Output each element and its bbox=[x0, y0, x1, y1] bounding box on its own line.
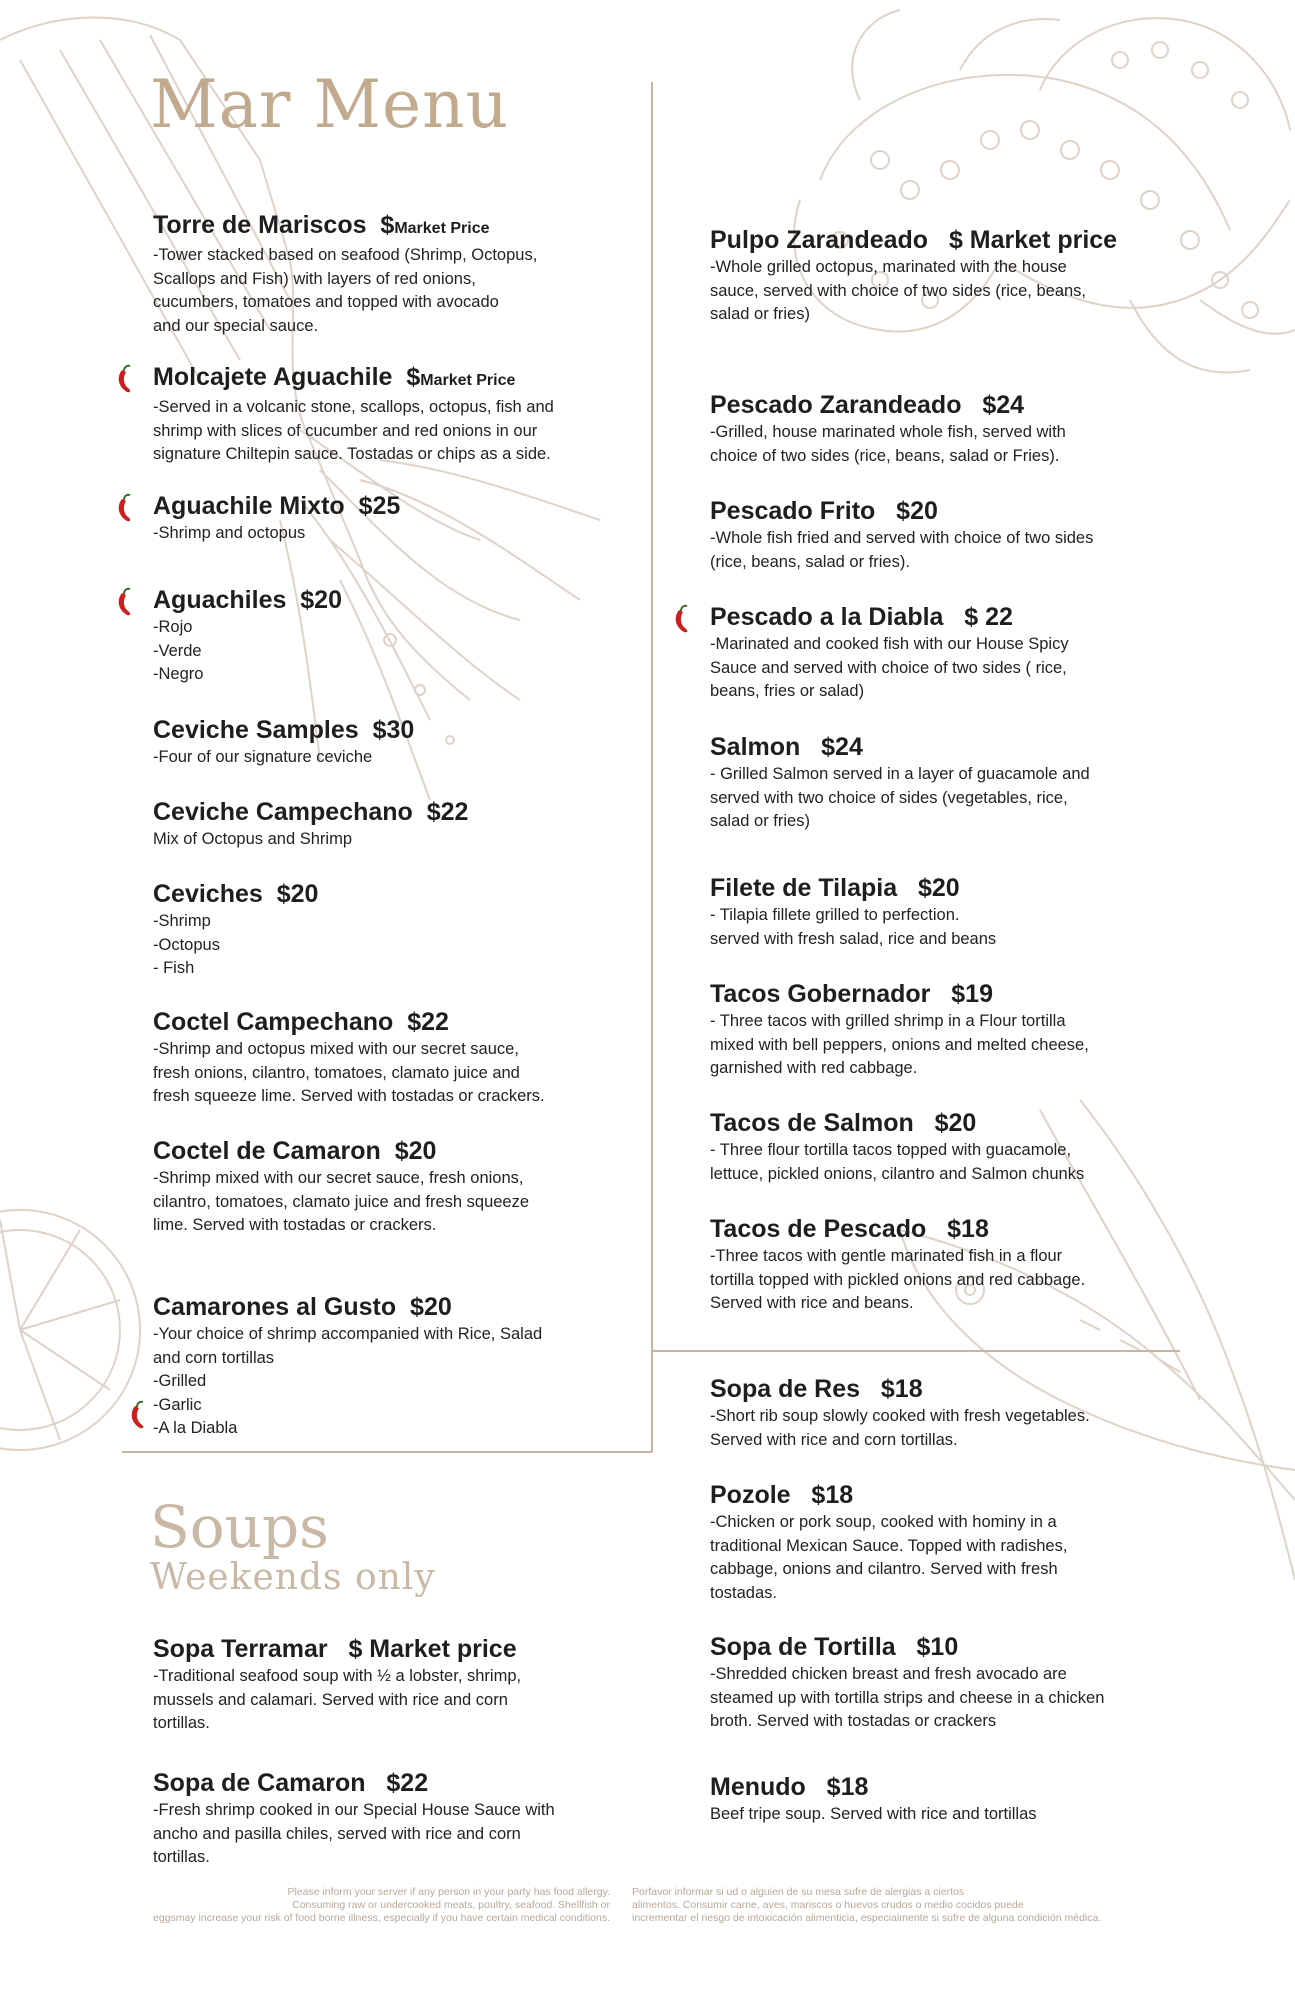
description-line: fresh squeeze lime. Served with tostadas or crackers. bbox=[153, 1087, 545, 1105]
menu-item-title bbox=[153, 797, 593, 828]
menu-item-description bbox=[710, 1803, 1170, 1827]
menu-item-description bbox=[710, 1139, 1170, 1186]
menu-item-price-note: Market Price bbox=[420, 372, 516, 389]
menu-item-description bbox=[153, 244, 593, 338]
menu-item-coctel-campechano bbox=[153, 1007, 593, 1109]
menu-item-price: $20 bbox=[410, 1293, 452, 1321]
menu-item-name: Sopa Terramar bbox=[153, 1635, 328, 1663]
menu-item-tacos-gobernador bbox=[710, 979, 1170, 1081]
description-line: -Shredded chicken breast and fresh avocado are bbox=[710, 1665, 1067, 1683]
menu-item-description bbox=[153, 396, 593, 467]
menu-item-price: $22 bbox=[386, 1769, 429, 1797]
menu-item-price-note: Market Price bbox=[394, 220, 490, 237]
menu-item-title bbox=[710, 1374, 1170, 1405]
menu-item-pozole bbox=[710, 1480, 1170, 1605]
description-line: -Shrimp mixed with our secret sauce, fresh onions, bbox=[153, 1169, 524, 1187]
menu-item-title bbox=[710, 1632, 1170, 1663]
description-line: - Grilled Salmon served in a layer of guacamole and bbox=[710, 765, 1090, 783]
menu-item-name: Pescado Zarandeado bbox=[710, 391, 962, 419]
menu-item-price: $24 bbox=[821, 733, 863, 761]
menu-item-title bbox=[153, 715, 593, 746]
menu-item-price: $ bbox=[380, 211, 395, 239]
menu-item-price: $ Market price bbox=[948, 226, 1118, 254]
menu-item-name: Sopa de Tortilla bbox=[710, 1633, 896, 1661]
description-line: -Served in a volcanic stone, scallops, octopus, fish and bbox=[153, 398, 554, 416]
menu-item-sopa-de-tortilla bbox=[710, 1632, 1170, 1734]
description-line: -Traditional seafood soup with ½ a lobster, shrimp, bbox=[153, 1667, 522, 1685]
menu-item-title bbox=[153, 1136, 593, 1167]
description-line: cilantro, tomatoes, clamato juice and fresh squeeze bbox=[153, 1192, 530, 1211]
description-line: sauce, served with choice of two sides (rice, beans, bbox=[710, 281, 1087, 300]
description-line: -Grilled bbox=[153, 1372, 207, 1390]
menu-item-price: $22 bbox=[407, 1008, 449, 1036]
menu-item-pescado-frito bbox=[710, 496, 1170, 574]
menu-item-tacos-de-salmon bbox=[710, 1108, 1170, 1186]
menu-item-pescado-a-la-diabla bbox=[710, 602, 1170, 704]
menu-item-description bbox=[710, 904, 1170, 951]
description-line: -Your choice of shrimp accompanied with Rice, Salad bbox=[153, 1325, 543, 1343]
menu-item-ceviche-samples bbox=[153, 715, 593, 770]
menu-item-description bbox=[153, 1665, 593, 1736]
menu-item-title bbox=[153, 1634, 593, 1665]
menu-item-molcajete-aguachile bbox=[153, 362, 593, 467]
menu-item-description bbox=[710, 1010, 1170, 1081]
description-line: broth. Served with tostadas or crackers bbox=[710, 1712, 997, 1730]
description-line: (rice, beans, salad or fries). bbox=[710, 552, 910, 571]
description-line: cucumbers, tomatoes and topped with avocado bbox=[153, 293, 499, 311]
description-line: -Grilled, house marinated whole fish, served with bbox=[710, 423, 1066, 441]
description-line: -Whole fish fried and served with choice of two sides bbox=[710, 529, 1094, 547]
description-line: -Verde bbox=[153, 641, 202, 660]
menu-item-title bbox=[710, 390, 1170, 421]
menu-item-description bbox=[710, 1245, 1170, 1316]
menu-item-price: $20 bbox=[896, 497, 938, 525]
column-divider bbox=[651, 82, 653, 1452]
menu-item-price: $18 bbox=[947, 1215, 989, 1243]
menu-item-name: Ceviche Campechano bbox=[153, 798, 413, 826]
menu-item-title bbox=[153, 362, 593, 396]
menu-item-name: Ceviche Samples bbox=[153, 716, 359, 744]
description-line: traditional Mexican Sauce. Topped with radishes, bbox=[710, 1536, 1068, 1555]
chili-icon bbox=[126, 1400, 152, 1430]
section-divider-left bbox=[122, 1451, 652, 1453]
menu-item-name: Pulpo Zarandeado bbox=[710, 226, 929, 254]
description-line: -Marinated and cooked fish with our House Spicy bbox=[710, 635, 1069, 653]
menu-item-price: $20 bbox=[394, 1137, 437, 1165]
menu-item-price: $19 bbox=[951, 980, 993, 1008]
description-line: Served with rice and corn tortillas. bbox=[710, 1430, 958, 1449]
menu-item-salmon bbox=[710, 732, 1170, 834]
description-line: -Shrimp and octopus bbox=[153, 524, 306, 542]
menu-item-name: Camarones al Gusto bbox=[153, 1293, 397, 1321]
description-line: -Three tacos with gentle marinated fish in a flour bbox=[710, 1247, 1063, 1265]
menu-item-title bbox=[710, 979, 1170, 1010]
description-line: choice of two sides (rice, beans, salad or Fries). bbox=[710, 446, 1060, 465]
menu-item-name: Coctel de Camaron bbox=[153, 1137, 381, 1165]
menu-item-price: $22 bbox=[426, 798, 469, 826]
description-line: Sauce and served with choice of two sides ( rice, bbox=[710, 658, 1067, 677]
chili-icon bbox=[113, 493, 139, 523]
description-line: -Fresh shrimp cooked in our Special House Sauce with bbox=[153, 1801, 555, 1819]
menu-item-name: Menudo bbox=[710, 1773, 806, 1801]
description-line: -Four of our signature ceviche bbox=[153, 748, 373, 766]
menu-item-name: Pescado Frito bbox=[710, 497, 876, 525]
description-line: -A la Diabla bbox=[153, 1419, 238, 1437]
menu-item-title bbox=[710, 732, 1170, 763]
menu-item-name: Aguachiles bbox=[153, 586, 287, 614]
menu-item-title bbox=[153, 879, 593, 910]
description-line: beans, fries or salad) bbox=[710, 682, 865, 700]
description-line: garnished with red cabbage. bbox=[710, 1059, 918, 1077]
description-line: -Short rib soup slowly cooked with fresh vegetables. bbox=[710, 1407, 1090, 1425]
description-line: fresh onions, cilantro, tomatoes, clamato juice and bbox=[153, 1063, 520, 1082]
menu-item-price: $24 bbox=[982, 391, 1025, 419]
menu-item-description bbox=[710, 527, 1170, 574]
menu-item-price: $ Market price bbox=[348, 1635, 517, 1663]
menu-item-price: $20 bbox=[917, 874, 960, 902]
description-line: mussels and calamari. Served with rice and corn bbox=[153, 1690, 508, 1709]
menu-item-name: Tacos de Salmon bbox=[710, 1109, 914, 1137]
menu-item-filete-de-tilapia bbox=[710, 873, 1170, 951]
description-line: mixed with bell peppers, onions and melted cheese, bbox=[710, 1035, 1089, 1054]
menu-item-name: Ceviches bbox=[153, 880, 263, 908]
menu-item-title bbox=[153, 585, 593, 616]
menu-item-description bbox=[710, 633, 1170, 704]
menu-item-description bbox=[153, 1038, 593, 1109]
menu-item-description bbox=[153, 616, 593, 687]
menu-item-price: $30 bbox=[372, 716, 415, 744]
menu-item-name: Aguachile Mixto bbox=[153, 492, 345, 520]
menu-item-name: Sopa de Res bbox=[710, 1375, 861, 1403]
menu-item-title bbox=[710, 1108, 1170, 1139]
menu-item-price: $18 bbox=[826, 1773, 869, 1801]
description-line: steamed up with tortilla strips and cheese in a chicken bbox=[710, 1688, 1105, 1707]
description-line: salad or fries) bbox=[710, 812, 810, 830]
menu-item-sopa-de-camaron bbox=[153, 1768, 593, 1870]
description-line: tortilla topped with pickled onions and red cabbage. bbox=[710, 1270, 1086, 1289]
chili-icon bbox=[113, 364, 139, 394]
menu-item-description bbox=[710, 256, 1170, 327]
section-divider-right bbox=[652, 1350, 1180, 1352]
chili-icon bbox=[113, 587, 139, 617]
menu-item-description bbox=[153, 1799, 593, 1870]
menu-item-title bbox=[710, 873, 1170, 904]
soups-title: Soups bbox=[150, 1493, 329, 1561]
description-line: -Chicken or pork soup, cooked with hominy in a bbox=[710, 1513, 1057, 1531]
description-line: salad or fries) bbox=[710, 305, 810, 323]
menu-item-title bbox=[710, 1772, 1170, 1803]
menu-item-name: Pescado a la Diabla bbox=[710, 603, 944, 631]
description-line: lime. Served with tostadas or crackers. bbox=[153, 1216, 437, 1234]
description-line: -Garlic bbox=[153, 1395, 202, 1414]
menu-item-description bbox=[710, 763, 1170, 834]
chili-icon bbox=[670, 604, 696, 634]
description-line: lettuce, pickled onions, cilantro and Salmon chunks bbox=[710, 1164, 1085, 1183]
menu-item-ceviches bbox=[153, 879, 593, 981]
menu-item-title bbox=[710, 1480, 1170, 1511]
menu-item-price: $ bbox=[406, 363, 421, 391]
description-line: - Fish bbox=[153, 959, 195, 977]
menu-item-description bbox=[710, 421, 1170, 468]
menu-item-name: Sopa de Camaron bbox=[153, 1769, 366, 1797]
menu-item-title bbox=[153, 1292, 593, 1323]
description-line: and our special sauce. bbox=[153, 316, 319, 335]
menu-item-price: $18 bbox=[811, 1481, 854, 1509]
menu-item-name: Tacos Gobernador bbox=[710, 980, 931, 1008]
menu-item-description bbox=[710, 1663, 1170, 1734]
menu-item-sopa-terramar bbox=[153, 1634, 593, 1736]
menu-item-description bbox=[153, 1323, 593, 1441]
menu-item-camarones-al-gusto bbox=[153, 1292, 593, 1441]
menu-item-title bbox=[153, 1007, 593, 1038]
menu-title: Mar Menu bbox=[150, 66, 510, 143]
menu-item-name: Salmon bbox=[710, 733, 801, 761]
menu-item-title bbox=[710, 1214, 1170, 1245]
menu-item-description bbox=[153, 910, 593, 981]
menu-item-title bbox=[153, 491, 593, 522]
description-line: -Rojo bbox=[153, 618, 193, 636]
menu-item-price: $25 bbox=[358, 492, 401, 520]
menu-item-description bbox=[153, 1167, 593, 1238]
description-line: tortillas. bbox=[153, 1714, 210, 1732]
menu-item-title bbox=[153, 210, 593, 244]
menu-item-title bbox=[710, 602, 1170, 633]
description-line: cabbage, onions and cilantro. Served with fresh bbox=[710, 1560, 1058, 1578]
allergy-notice-spanish: Porfavor informar si ud o alguien de su mesa sufre de alergias a ciertos alimentos. Consumir carne, aves, mariscos o huevos crudos o medio cocidos puede incrementar el riesgo de intoxicación alimenticia, especialmente si sufre de alguna condición médica. bbox=[632, 1886, 1102, 1924]
description-line: -Negro bbox=[153, 665, 204, 683]
description-line: -Whole grilled octopus, marinated with the house bbox=[710, 258, 1067, 276]
menu-item-name: Pozole bbox=[710, 1481, 791, 1509]
description-line: - Three flour tortilla tacos topped with guacamole, bbox=[710, 1141, 1072, 1159]
description-line: -Octopus bbox=[153, 935, 220, 954]
description-line: and corn tortillas bbox=[153, 1348, 275, 1367]
description-line: shrimp with slices of cucumber and red onions in our bbox=[153, 421, 538, 440]
menu-item-sopa-de-res bbox=[710, 1374, 1170, 1452]
menu-item-price: $20 bbox=[276, 880, 319, 908]
description-line: -Shrimp and octopus mixed with our secret sauce, bbox=[153, 1040, 519, 1058]
menu-item-price: $ 22 bbox=[964, 603, 1013, 631]
menu-item-description bbox=[153, 828, 593, 852]
menu-item-name: Molcajete Aguachile bbox=[153, 363, 393, 391]
description-line: -Shrimp bbox=[153, 912, 211, 930]
menu-item-torre-de-mariscos bbox=[153, 210, 593, 338]
menu-item-menudo bbox=[710, 1772, 1170, 1827]
menu-item-name: Filete de Tilapia bbox=[710, 874, 898, 902]
soups-subtitle: Weekends only bbox=[150, 1557, 436, 1598]
menu-item-aguachiles bbox=[153, 585, 593, 687]
menu-item-pulpo-zarandeado bbox=[710, 225, 1170, 327]
menu-item-price: $18 bbox=[880, 1375, 923, 1403]
description-line: Scallops and Fish) with layers of red onions, bbox=[153, 269, 476, 288]
description-line: - Tilapia fillete grilled to perfection. bbox=[710, 906, 960, 924]
description-line: ancho and pasilla chiles, served with rice and corn bbox=[153, 1824, 521, 1843]
description-line: signature Chiltepin sauce. Tostadas or chips as a side. bbox=[153, 445, 551, 463]
menu-item-price: $20 bbox=[934, 1109, 977, 1137]
menu-item-name: Coctel Campechano bbox=[153, 1008, 394, 1036]
allergy-notice-english: Please inform your server if any person in your party has food allergy. Consuming raw or undercooked meats, poultry, seafood. Shellfish or eggsmay increase your risk of food borne illness, especially if you have certain medical conditions. bbox=[153, 1886, 610, 1924]
description-line: tostadas. bbox=[710, 1583, 777, 1602]
menu-item-name: Tacos de Pescado bbox=[710, 1215, 927, 1243]
menu-item-aguachile-mixto bbox=[153, 491, 593, 546]
menu-item-title bbox=[710, 225, 1170, 256]
menu-item-description bbox=[710, 1511, 1170, 1605]
menu-item-title bbox=[710, 496, 1170, 527]
menu-item-description bbox=[153, 746, 593, 770]
menu-item-tacos-de-pescado bbox=[710, 1214, 1170, 1316]
menu-item-price: $20 bbox=[300, 586, 342, 614]
menu-item-price: $10 bbox=[916, 1633, 959, 1661]
description-line: tortillas. bbox=[153, 1848, 210, 1866]
description-line: - Three tacos with grilled shrimp in a Flour tortilla bbox=[710, 1012, 1066, 1030]
menu-item-title bbox=[153, 1768, 593, 1799]
description-line: served with two choice of sides (vegetables, rice, bbox=[710, 788, 1068, 807]
description-line: Served with rice and beans. bbox=[710, 1294, 914, 1312]
menu-item-pescado-zarandeado bbox=[710, 390, 1170, 468]
description-line: served with fresh salad, rice and beans bbox=[710, 929, 997, 948]
menu-item-description bbox=[710, 1405, 1170, 1452]
description-line: Beef tripe soup. Served with rice and tortillas bbox=[710, 1805, 1037, 1823]
description-line: Mix of Octopus and Shrimp bbox=[153, 830, 352, 848]
menu-item-ceviche-campechano bbox=[153, 797, 593, 852]
menu-item-description bbox=[153, 522, 593, 546]
menu-item-name: Torre de Mariscos bbox=[153, 211, 367, 239]
description-line: -Tower stacked based on seafood (Shrimp, Octopus, bbox=[153, 246, 538, 264]
menu-item-coctel-de-camaron bbox=[153, 1136, 593, 1238]
